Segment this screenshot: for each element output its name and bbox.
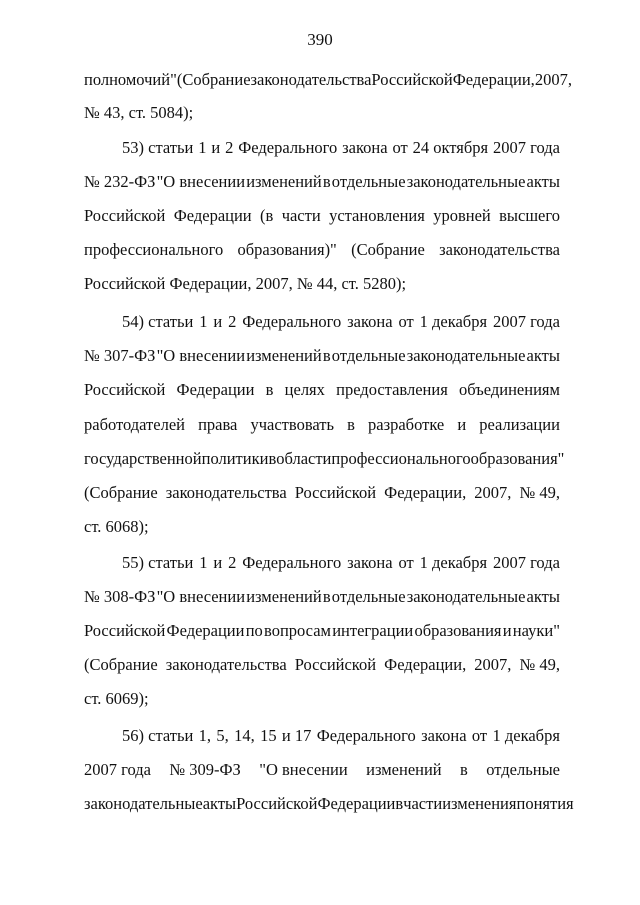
text-word: законодательства — [165, 655, 287, 674]
text-word: Российской — [236, 794, 318, 813]
text-word: изменения — [442, 794, 517, 813]
text-word: 2007, — [534, 70, 572, 89]
text-word: законодательства — [165, 483, 287, 502]
text-word: 53) статьи — [122, 138, 194, 157]
text-word: ст. 6069); — [84, 689, 149, 708]
text-word: предоставления — [336, 380, 448, 399]
text-word: образования" — [470, 449, 565, 468]
text-word: вопросам — [264, 621, 331, 640]
text-word: 1 — [198, 138, 207, 157]
text-word: и — [211, 138, 221, 157]
text-word: Российской Федерации, 2007, № 44, ст. 5280); — [84, 274, 407, 293]
text-word: № 43, ст. 5084); — [84, 103, 194, 122]
text-word: образования — [414, 621, 502, 640]
text-word: "О внесении — [156, 587, 246, 606]
text-word: 1, — [198, 726, 212, 745]
text-word: "О внесении — [156, 346, 246, 365]
text-word: законодательные — [406, 587, 526, 606]
text-word: законодательства — [250, 70, 372, 89]
page-number: 390 — [307, 30, 333, 49]
text-word: и — [213, 312, 223, 331]
text-word: № 309-ФЗ — [169, 760, 241, 779]
text-word: 1 декабря — [419, 553, 488, 572]
text-word: 14, — [234, 726, 255, 745]
text-word: 2007, — [474, 483, 512, 502]
text-line — [84, 206, 560, 226]
text-word: и 17 — [281, 726, 312, 745]
text-word: "О внесении — [156, 172, 246, 191]
text-word: права — [198, 415, 238, 434]
text-word: науки" — [512, 621, 560, 640]
text-word: акты — [526, 587, 560, 606]
text-word: целях — [284, 380, 325, 399]
text-line — [84, 760, 560, 780]
text-word: части — [281, 206, 321, 225]
text-word: профессионального — [331, 449, 471, 468]
text-word: в — [395, 794, 404, 813]
text-line — [84, 172, 560, 192]
text-word: 1 — [199, 553, 208, 572]
text-word: от — [398, 312, 414, 331]
text-word: Российской — [371, 70, 453, 89]
text-word: Федерального — [242, 312, 342, 331]
text-word: в — [347, 415, 355, 434]
text-word: в — [322, 172, 331, 191]
text-word: 54) статьи — [122, 312, 194, 331]
text-word: (Собрание — [176, 70, 251, 89]
text-line — [84, 655, 560, 675]
text-line — [84, 689, 560, 709]
text-word: области — [276, 449, 332, 468]
text-word: от — [392, 138, 408, 157]
text-word: 1 декабря — [419, 312, 488, 331]
text-word: 2 — [228, 553, 237, 572]
text-line — [122, 726, 560, 746]
text-word: государственной — [84, 449, 202, 468]
text-word: и — [502, 621, 512, 640]
text-line — [84, 274, 560, 294]
text-word: Федерации — [173, 206, 252, 225]
text-word: в — [265, 380, 274, 399]
text-word: 2007 года — [492, 553, 560, 572]
text-word: в — [460, 760, 468, 779]
text-word: Российской — [84, 621, 166, 640]
text-word: полномочий" — [84, 70, 177, 89]
text-word: "О внесении — [259, 760, 348, 779]
text-line — [84, 483, 560, 503]
text-word: и — [457, 415, 467, 434]
text-word: отдельные — [331, 587, 406, 606]
text-word: Федерального — [242, 553, 342, 572]
text-word: Российской — [294, 483, 377, 502]
text-word: (Собрание — [84, 655, 158, 674]
text-word: № 49, — [519, 655, 560, 674]
text-word: высшего — [499, 206, 560, 225]
text-word: Российской — [294, 655, 377, 674]
text-line — [84, 380, 560, 400]
text-word: от — [398, 553, 414, 572]
text-word: Федерации, — [384, 483, 467, 502]
text-line — [84, 346, 560, 366]
text-word: 2007 года — [84, 760, 151, 779]
text-word: объединениям — [459, 380, 560, 399]
text-word: 1 декабря — [492, 726, 560, 745]
text-word: профессионального — [84, 240, 224, 259]
text-word: в — [322, 587, 331, 606]
text-word: Федерального — [316, 726, 416, 745]
text-word: акты — [202, 794, 237, 813]
text-word: изменений — [246, 346, 322, 365]
text-word: политики — [201, 449, 269, 468]
text-word: отдельные — [331, 172, 406, 191]
text-word: интеграции — [332, 621, 414, 640]
text-word: Российской — [84, 380, 166, 399]
text-word: 56) статьи — [122, 726, 194, 745]
text-word: отдельные — [331, 346, 406, 365]
text-word: от — [471, 726, 488, 745]
text-word: ст. 6068); — [84, 517, 149, 536]
text-line — [84, 103, 560, 123]
text-word: участвовать — [250, 415, 335, 434]
text-word: по — [245, 621, 263, 640]
text-word: законодательные — [406, 346, 526, 365]
text-word: Федерального — [238, 138, 338, 157]
text-word: в — [268, 449, 277, 468]
text-word: изменений — [246, 587, 322, 606]
text-line — [122, 312, 560, 332]
text-word: закона — [342, 138, 388, 157]
text-word: 2 — [225, 138, 234, 157]
text-word: разработке — [368, 415, 445, 434]
text-word: 2007 года — [493, 138, 560, 157]
text-word: законодательства — [439, 240, 560, 259]
text-line — [84, 587, 560, 607]
text-line — [84, 70, 572, 90]
text-word: Федерации — [176, 380, 255, 399]
text-word: 15 — [260, 726, 277, 745]
text-word: акты — [526, 346, 560, 365]
text-word: и — [213, 553, 223, 572]
text-word: Российской — [84, 206, 166, 225]
text-word: Федерации — [317, 794, 396, 813]
text-word: установления — [329, 206, 425, 225]
text-word: закона — [421, 726, 467, 745]
text-line — [122, 138, 560, 158]
text-word: понятия — [516, 794, 574, 813]
text-word: (в — [260, 206, 274, 225]
text-line — [84, 415, 560, 435]
text-word: 55) статьи — [122, 553, 194, 572]
text-word: № 308-ФЗ — [84, 587, 156, 606]
text-word: образования)" — [237, 240, 337, 259]
text-word: акты — [526, 172, 560, 191]
text-word: 1 — [199, 312, 208, 331]
text-word: Федерации, — [384, 655, 467, 674]
text-word: № 232-ФЗ — [84, 172, 156, 191]
text-line — [84, 794, 574, 814]
text-word: реализации — [479, 415, 560, 434]
text-word: части — [403, 794, 443, 813]
text-line — [84, 240, 560, 260]
text-word: 2007 года — [492, 312, 560, 331]
text-word: № 307-ФЗ — [84, 346, 156, 365]
text-line — [84, 621, 560, 641]
text-word: изменений — [246, 172, 322, 191]
text-word: 2007, — [474, 655, 512, 674]
text-word: в — [322, 346, 331, 365]
text-word: 24 октября — [412, 138, 489, 157]
text-line — [122, 553, 560, 573]
text-word: № 49, — [519, 483, 560, 502]
text-word: работодателей — [84, 415, 185, 434]
text-word: 5, — [216, 726, 229, 745]
text-word: уровней — [433, 206, 491, 225]
text-line — [84, 517, 560, 537]
text-word: законодательные — [406, 172, 526, 191]
text-word: Федерации, — [452, 70, 535, 89]
text-word: изменений — [366, 760, 442, 779]
text-word: отдельные — [486, 760, 560, 779]
text-word: 2 — [228, 312, 237, 331]
text-word: законодательные — [84, 794, 203, 813]
text-word: (Собрание — [84, 483, 158, 502]
text-word: закона — [347, 312, 393, 331]
text-word: закона — [347, 553, 393, 572]
text-line — [84, 449, 565, 469]
text-word: (Собрание — [351, 240, 425, 259]
text-word: Федерации — [166, 621, 245, 640]
